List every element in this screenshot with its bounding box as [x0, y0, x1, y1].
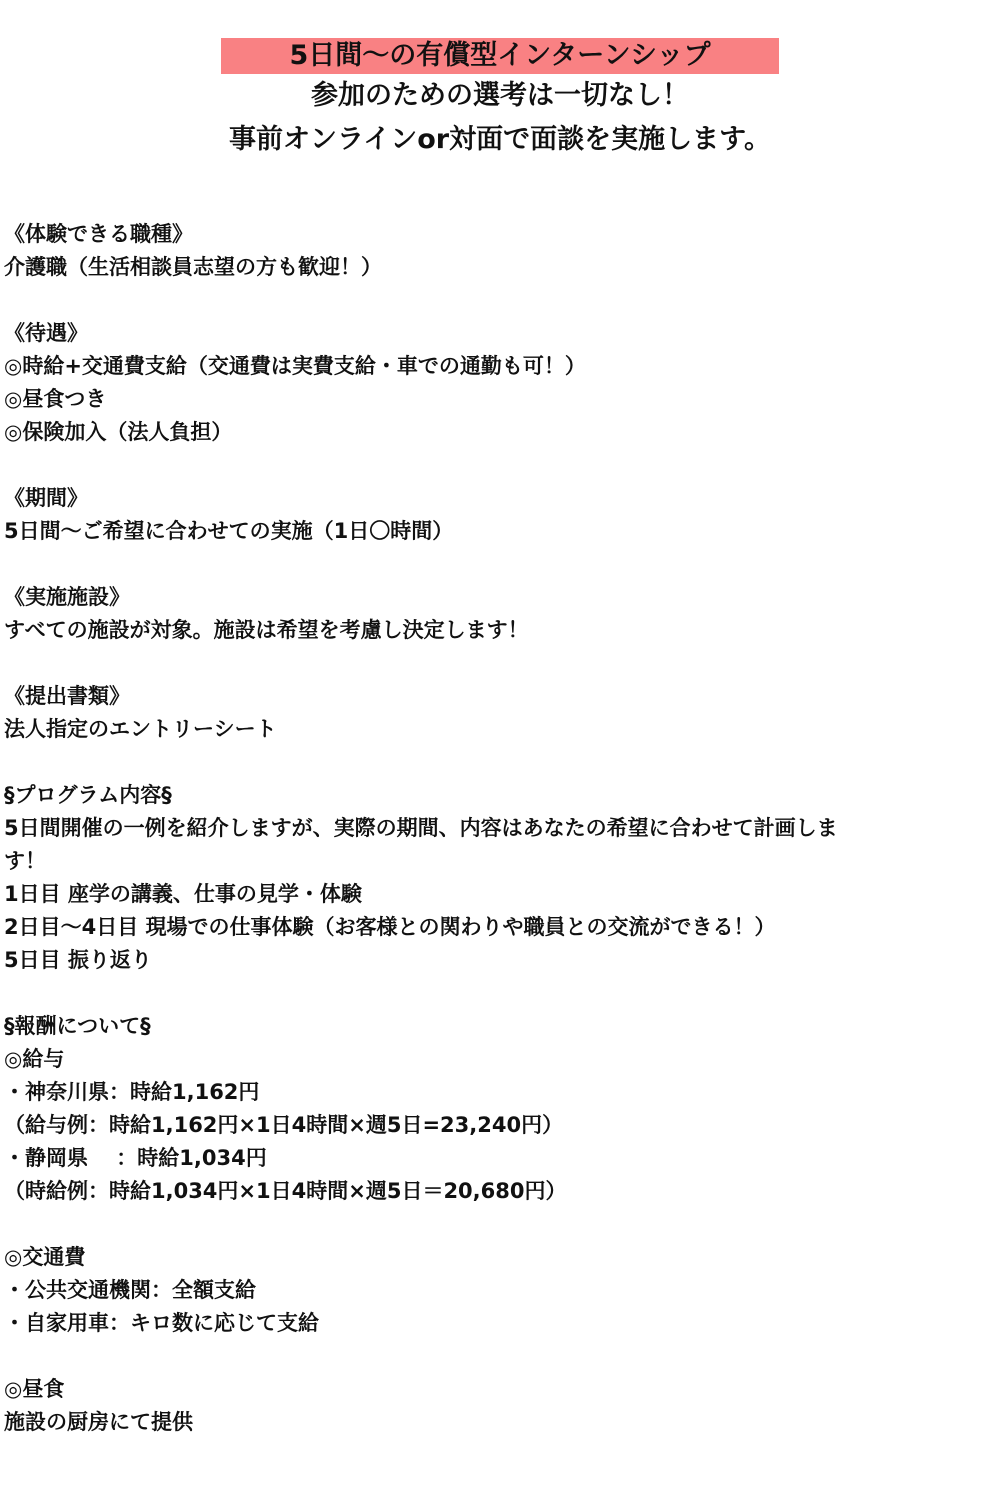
- program-intro-line-2: す！: [4, 849, 46, 873]
- section-heading-job-types: 《体験できる職種》: [4, 222, 193, 246]
- page-header: [0, 38, 1000, 162]
- spacer: [4, 548, 964, 581]
- program-day-5: 5日目 振り返り: [4, 948, 152, 972]
- program-intro-line-1: 5日間開催の一例を紹介しますが、実際の期間、内容はあなたの希望に合わせて計画しま: [4, 816, 838, 840]
- treatment-wage: ◎時給+交通費支給（交通費は実費支給・車での通勤も可！）: [4, 354, 586, 378]
- salary-kanagawa-example: （給与例：時給1,162円×1日4時間×週5日=23,240円）: [4, 1113, 564, 1137]
- section-heading-facilities: 《実施施設》: [4, 585, 130, 609]
- salary-label: ◎給与: [4, 1047, 65, 1071]
- section-heading-treatment: 《待遇》: [4, 321, 88, 345]
- spacer: [4, 449, 964, 482]
- job-types-text: 介護職（生活相談員志望の方も歓迎！）: [4, 255, 382, 279]
- section-heading-period: 《期間》: [4, 486, 88, 510]
- lunch-detail: 施設の厨房にて提供: [4, 1410, 193, 1434]
- facilities-text: すべての施設が対象。施設は希望を考慮し決定します！: [4, 618, 529, 642]
- section-heading-documents: 《提出書類》: [4, 684, 130, 708]
- salary-shizuoka: ・静岡県 ：時給1,034円: [4, 1146, 267, 1170]
- period-text: 5日間〜ご希望に合わせての実施（1日〇時間）: [4, 519, 454, 543]
- highlight-title: 5日間〜の有償型インターンシップ: [221, 38, 779, 74]
- treatment-insurance: ◎保険加入（法人負担）: [4, 420, 233, 444]
- program-day-1: 1日目 座学の講義、仕事の見学・体験: [4, 882, 362, 906]
- transport-public: ・公共交通機関：全額支給: [4, 1278, 256, 1302]
- spacer: [4, 1208, 964, 1241]
- treatment-lunch: ◎昼食つき: [4, 387, 107, 411]
- spacer: [4, 1340, 964, 1373]
- lunch-label: ◎昼食: [4, 1377, 65, 1401]
- documents-text: 法人指定のエントリーシート: [4, 717, 277, 741]
- section-heading-compensation: §報酬について§: [4, 1014, 151, 1038]
- section-heading-program: §プログラム内容§: [4, 783, 172, 807]
- spacer: [4, 647, 964, 680]
- header-line-1: 参加のための選考は一切なし！: [311, 80, 689, 111]
- transport-label: ◎交通費: [4, 1245, 86, 1269]
- salary-kanagawa: ・神奈川県：時給1,162円: [4, 1080, 260, 1104]
- spacer: [4, 746, 964, 779]
- spacer: [4, 284, 964, 317]
- header-line-2: 事前オンラインor対面で面談を実施します。: [229, 124, 771, 155]
- salary-shizuoka-example: （時給例：時給1,034円×1日4時間×週5日＝20,680円）: [4, 1179, 567, 1203]
- program-day-2-4: 2日目〜4日目 現場での仕事体験（お客様との関わりや職員との交流ができる！）: [4, 915, 776, 939]
- spacer: [4, 977, 964, 1010]
- transport-private-car: ・自家用車：キロ数に応じて支給: [4, 1311, 319, 1335]
- document-body: [4, 218, 964, 1439]
